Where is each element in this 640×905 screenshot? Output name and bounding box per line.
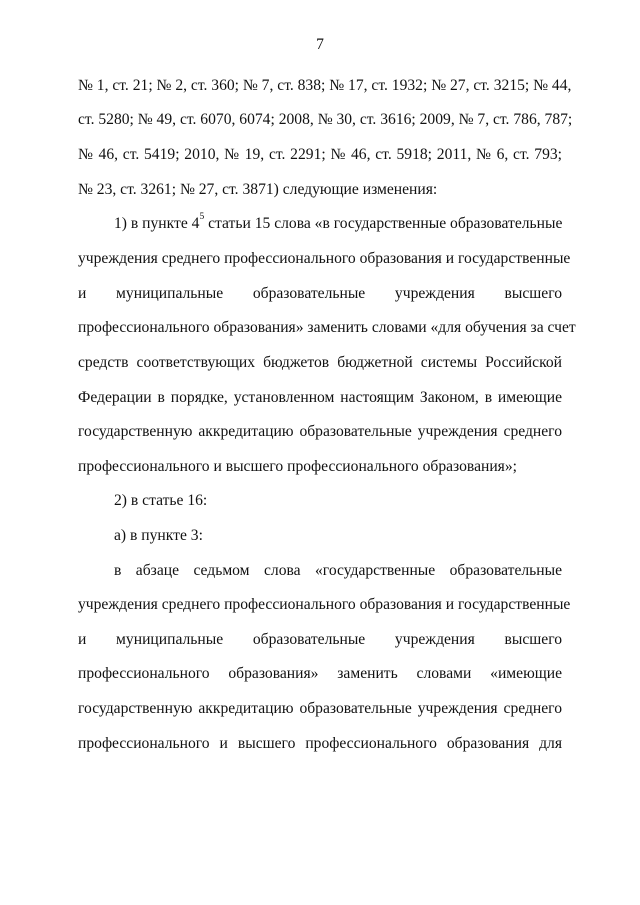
text-line: государственную аккредитацию образовательные учреждения среднего	[78, 700, 562, 717]
text-line: профессионального образования» заменить словами «имеющие	[78, 665, 562, 682]
text-line: № 23, ст. 3261; № 27, ст. 3871) следующие изменения:	[78, 181, 438, 198]
text-line-item-1	[114, 214, 562, 234]
text-line: профессионального и высшего профессионального образования»;	[78, 458, 517, 475]
text-line: в абзаце седьмом слова «государственные образовательные	[114, 562, 562, 579]
text-line: профессионального образования» заменить словами «для обучения за счет	[78, 319, 576, 336]
text-line: и муниципальные образовательные учреждения высшего	[78, 285, 562, 302]
text-line: средств соответствующих бюджетов бюджетной системы Российской	[78, 354, 562, 371]
text-line: № 1, ст. 21; № 2, ст. 360; № 7, ст. 838; № 17, ст. 1932; № 27, ст. 3215; № 44,	[78, 77, 572, 94]
superscript: 5	[199, 212, 205, 223]
text-line-subitem-a: а) в пункте 3:	[114, 527, 203, 544]
page-number: 7	[316, 36, 324, 53]
text-fragment: 1) в пункте 4	[114, 215, 200, 232]
text-line: учреждения среднего профессионального образования и государственные	[78, 250, 571, 267]
text-line: государственную аккредитацию образовательные учреждения среднего	[78, 423, 562, 440]
text-fragment: статьи 15 слова «в государственные образовательные	[204, 215, 563, 232]
text-line-item-2: 2) в статье 16:	[114, 492, 208, 509]
text-line: № 46, ст. 5419; 2010, № 19, ст. 2291; № 46, ст. 5918; 2011, № 6, ст. 793;	[78, 146, 562, 163]
text-line: ст. 5280; № 49, ст. 6070, 6074; 2008, № 30, ст. 3616; 2009, № 7, ст. 786, 787;	[78, 111, 573, 128]
text-line: Федерации в порядке, установленном настоящим Законом, в имеющие	[78, 389, 562, 406]
text-line: и муниципальные образовательные учреждения высшего	[78, 631, 562, 648]
text-line: учреждения среднего профессионального образования и государственные	[78, 596, 571, 613]
text-line: профессионального и высшего профессионального образования для	[78, 735, 562, 752]
